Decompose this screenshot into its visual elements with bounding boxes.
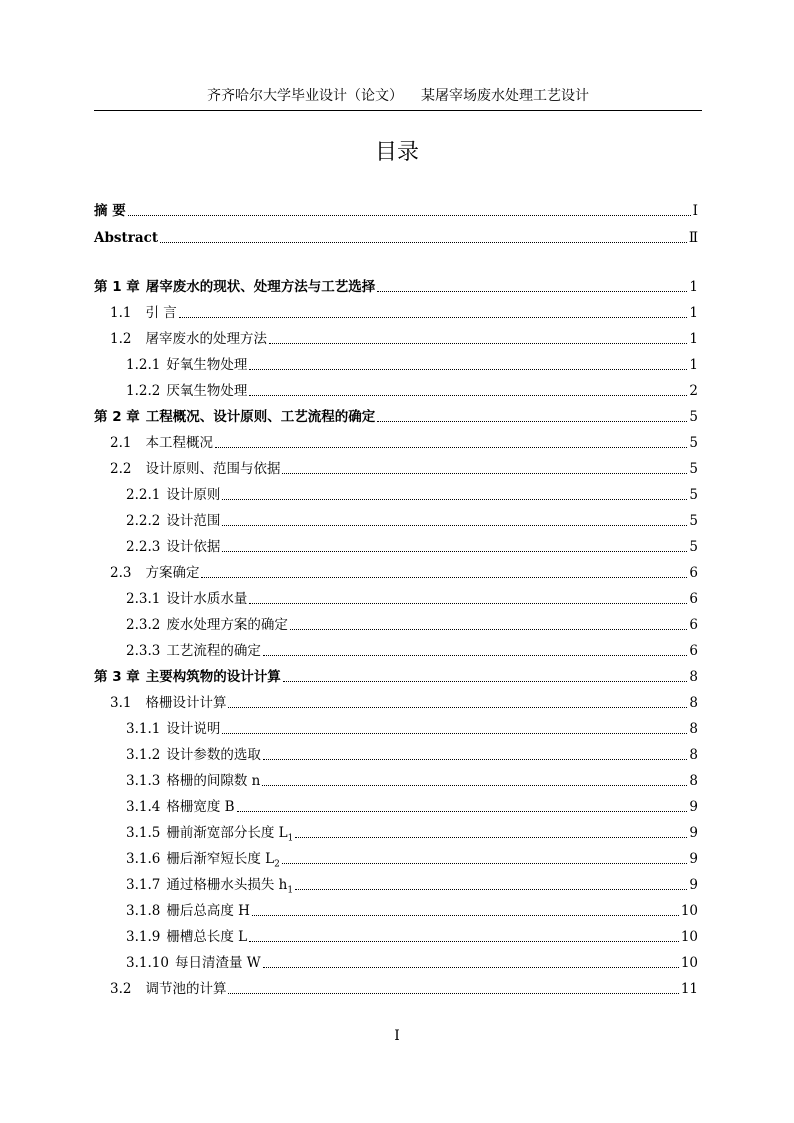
toc-entry-number: 3.2 [110,981,132,997]
toc-entry-subscript: 1 [287,885,294,896]
page-number: I [394,1028,400,1044]
dot-leader [282,862,688,864]
dot-leader [295,888,687,890]
dot-leader [249,394,687,396]
toc-entry-number: 3.1.8 [126,903,161,919]
toc-entry[interactable] [94,560,698,582]
toc-entry[interactable] [94,976,698,998]
toc-entry-label [126,954,261,972]
toc-entry-page: 8 [689,721,698,737]
toc-entry-page: 9 [689,825,698,841]
toc-entry-label [94,668,281,686]
toc-entry-label [126,356,247,374]
toc-entry-label [126,824,293,842]
toc-entry-number: 1.1 [110,305,132,321]
toc-entry-label [126,876,293,894]
toc-entry[interactable] [94,198,698,220]
toc-entry-page: 5 [689,409,698,425]
toc-entry-number: 第 2 章 [94,409,140,425]
toc-entry[interactable] [94,378,698,400]
toc-entry-page: 6 [689,617,698,633]
toc-entry[interactable] [94,638,698,660]
toc-entry-page: 1 [689,331,698,347]
header-thesis-label: 齐齐哈尔大学毕业设计（论文） [207,88,403,104]
toc-entry[interactable] [94,872,698,894]
toc-entry-number: 3.1.4 [126,799,161,815]
toc-entry-page: 11 [680,981,698,997]
toc-entry[interactable] [94,456,698,478]
toc-entry-number: 3.1.9 [126,929,161,945]
dot-leader [263,654,688,656]
toc-entry-label [110,564,199,582]
toc-entry-label [126,512,220,530]
toc-entry-number: 1.2.2 [126,383,161,399]
toc-entry-number: 3.1.1 [126,721,161,737]
toc-entry-number: 3.1.3 [126,773,161,789]
toc-entry-text: 好氧生物处理 [166,357,248,373]
toc-entry-page: Ⅱ [688,230,698,246]
dot-leader [228,706,687,708]
toc-entry-page: 8 [689,669,698,685]
toc-entry-number: 第 1 章 [94,279,140,295]
toc-entry[interactable] [94,820,698,842]
toc-entry-subscript: 2 [274,859,280,870]
toc-entry-label [126,642,261,660]
dot-leader [222,550,687,552]
dot-leader [222,524,687,526]
toc-entry-page: 9 [689,851,698,867]
toc-entry-text: 主要构筑物的设计计算 [145,669,281,685]
page-header [94,86,702,111]
toc-entry-page: 5 [689,435,698,451]
toc-entry[interactable] [94,534,698,556]
dot-leader [228,992,678,994]
toc-entry[interactable] [94,690,698,712]
toc-entry-label [110,694,226,712]
toc-entry-number: 2.2.2 [126,513,161,529]
toc-entry-number: 3.1.6 [126,851,161,867]
toc-entry-number: 3.1.10 [126,955,169,971]
toc-entry-page: 9 [689,799,698,815]
toc-entry-number: 3.1.7 [126,877,161,893]
dot-leader [237,810,688,812]
toc-entry-text: 栅后渐窄短长度 L [166,851,275,867]
toc-entry-text: 方案确定 [145,565,200,581]
toc-entry-number: 第 3 章 [94,669,140,685]
toc-entry[interactable] [94,768,698,790]
toc-entry-label [94,278,375,296]
toc-entry-label [94,408,375,426]
dot-leader [160,241,687,243]
dot-leader [290,628,688,630]
toc-entry-page: 1 [689,305,698,321]
toc-entry[interactable] [94,404,698,426]
toc-entry-page: 5 [689,487,698,503]
toc-entry-number: 2.3 [110,565,132,581]
toc-entry-page: 9 [689,877,698,893]
toc-entry[interactable] [94,430,698,452]
toc-entry-label [126,902,250,920]
toc-entry-text: 格栅的间隙数 n [166,773,261,789]
dot-leader [249,940,679,942]
dot-leader [263,966,679,968]
toc-entry-text: 设计原则、范围与依据 [145,461,281,477]
dot-leader [128,214,691,216]
toc-entry-text: 废水处理方案的确定 [166,617,288,633]
toc-entry[interactable] [94,742,698,764]
dot-leader [215,446,687,448]
toc-entry-label [110,434,213,452]
toc-entry-page: 6 [689,643,698,659]
toc-entry-label [126,486,220,504]
dot-leader [282,472,687,474]
dot-leader [222,732,687,734]
toc-entry-label [126,382,247,400]
toc-entry[interactable] [94,612,698,634]
toc-entry-page: 8 [689,773,698,789]
dot-leader [377,290,687,292]
toc-entry-page: 8 [689,747,698,763]
toc-entry-label [126,928,247,946]
toc-entry-page: 5 [689,461,698,477]
toc-entry-text: 栅前渐宽部分长度 L [166,825,288,841]
toc-entry[interactable] [94,794,698,816]
toc-title: 目录 [374,140,419,165]
toc-entry-text: 摘 要 [94,203,126,219]
dot-leader [252,914,679,916]
toc-entry-label [94,202,126,220]
toc-entry-page: 5 [689,539,698,555]
toc-entry-label [126,720,220,738]
toc-entry-text: Abstract [94,230,159,246]
toc-entry-label [110,304,177,322]
toc-entry-page: 8 [689,695,698,711]
toc-entry-text: 引 言 [145,305,177,321]
toc-entry-label [110,980,226,998]
toc-entry-page: 1 [689,279,698,295]
toc-entry[interactable] [94,352,698,374]
toc-entry-label [126,746,261,764]
dot-leader [249,368,687,370]
toc-entry-number: 3.1.5 [126,825,161,841]
toc-entry-page: 1 [689,357,698,373]
toc-entry-text: 屠宰废水的处理方法 [145,331,267,347]
toc-entry[interactable] [94,225,698,247]
dot-leader [269,342,687,344]
toc-entry-text: 本工程概况 [145,435,213,451]
toc-entry-label [126,798,235,816]
toc-entry-text: 工艺流程的确定 [166,643,261,659]
toc-entry-label [126,538,220,556]
dot-leader [295,836,687,838]
toc-entry-number: 3.1.2 [126,747,161,763]
toc-entry-text: 通过格栅水头损失 h [166,877,288,893]
toc-entry-label [126,590,247,608]
toc-entry-number: 1.2 [110,331,132,347]
header-thesis-title: 某屠宰场废水处理工艺设计 [421,88,589,104]
toc-entry-text: 设计范围 [166,513,221,529]
toc-entry-text: 格栅宽度 B [166,799,235,815]
toc-entry-text: 设计水质水量 [166,591,248,607]
toc-entry-text: 屠宰废水的现状、处理方法与工艺选择 [145,279,376,295]
toc-entry-label [110,330,267,348]
dot-leader [179,316,688,318]
toc-entry[interactable] [94,846,698,868]
toc-entry-label [126,616,288,634]
toc-entry-page: 10 [680,903,698,919]
toc-entry[interactable] [94,482,698,504]
toc-entry-label [126,850,280,868]
toc-entry-text: 设计依据 [166,539,221,555]
toc-entry[interactable] [94,664,698,686]
dot-leader [249,602,687,604]
toc-entry-label [94,229,158,247]
toc-entry-number: 2.2 [110,461,132,477]
toc-entry-number: 2.2.1 [126,487,161,503]
toc-entry-number: 1.2.1 [126,357,161,373]
toc-entry-text: 工程概况、设计原则、工艺流程的确定 [145,409,376,425]
toc-entry[interactable] [94,508,698,530]
toc-entry-text: 格栅设计计算 [145,695,227,711]
toc-entry-text: 每日清渣量 W [174,955,261,971]
toc-entry-text: 设计原则 [166,487,221,503]
toc-entry[interactable] [94,950,698,972]
toc-entry-text: 厌氧生物处理 [166,383,248,399]
dot-leader [201,576,687,578]
toc-entry-page: 6 [689,565,698,581]
toc-entry-number: 2.2.3 [126,539,161,555]
dot-leader [377,420,687,422]
dot-leader [263,758,688,760]
toc-entry[interactable] [94,586,698,608]
toc-entry-text: 调节池的计算 [145,981,227,997]
dot-leader [262,784,687,786]
toc-entry-text: 设计说明 [166,721,221,737]
toc-entry-number: 2.3.2 [126,617,161,633]
toc-entry[interactable] [94,274,698,296]
dot-leader [283,680,688,682]
toc-entry-number: 2.3.1 [126,591,161,607]
toc-entry-page: 2 [689,383,698,399]
toc-entry-label [110,460,280,478]
toc-entry-label [126,772,260,790]
toc-entry-page: 6 [689,591,698,607]
toc-entry-text: 设计参数的选取 [166,747,261,763]
toc-entry-page: 10 [680,929,698,945]
toc-entry[interactable] [94,716,698,738]
toc-entry-text: 栅后总高度 H [166,903,250,919]
toc-entry[interactable] [94,924,698,946]
dot-leader [222,498,687,500]
toc-entry-page: Ⅰ [692,203,698,219]
toc-entry[interactable] [94,300,698,322]
toc-entry-number: 2.3.3 [126,643,161,659]
toc-entry-page: 5 [689,513,698,529]
toc-entry-text: 栅槽总长度 L [166,929,248,945]
toc-entry-number: 3.1 [110,695,132,711]
toc-entry-subscript: 1 [287,833,294,844]
toc-entry-page: 10 [680,955,698,971]
toc-entry[interactable] [94,326,698,348]
toc-entry[interactable] [94,898,698,920]
toc-entry-number: 2.1 [110,435,132,451]
